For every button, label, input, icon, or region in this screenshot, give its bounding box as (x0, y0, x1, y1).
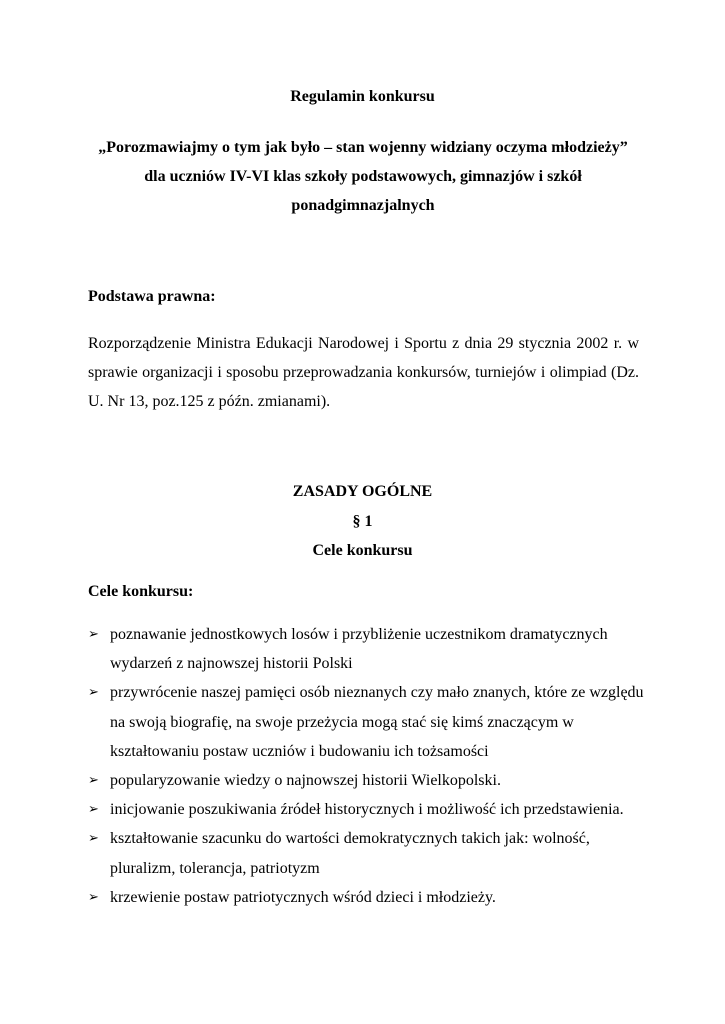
arrow-bullet-icon: ➢ (88, 685, 99, 701)
list-item-text: przywrócenie naszej pamięci osób nieznanych czy mało znanych, które ze względu na swoją biografię, na swoje przeżycia mogą stać się kimś znaczącym w kształtowaniu postaw uczniów i budowaniu ich tożsamości (110, 684, 644, 760)
list-item (88, 883, 648, 912)
goals-list (88, 620, 648, 912)
legal-basis-text: Rozporządzenie Ministra Edukacji Narodowej i Sportu z dnia 29 stycznia 2002 r. w sprawie organizacji i sposobu przeprowadzania konkursów, turniejów i olimpiad (Dz. U. Nr 13, poz.125 z późn. zmianami). (88, 335, 639, 410)
legal-basis-heading: Podstawa prawna: (88, 288, 216, 305)
list-item-text: popularyzowanie wiedzy o najnowszej historii Wielkopolski. (110, 772, 501, 790)
arrow-bullet-icon: ➢ (88, 831, 99, 847)
arrow-bullet-icon: ➢ (88, 627, 99, 642)
goals-heading: Cele konkursu: (88, 583, 194, 600)
paragraph-title: Cele konkursu (312, 542, 413, 559)
arrow-bullet-icon: ➢ (88, 802, 99, 818)
list-item (88, 824, 648, 882)
paragraph-number: § 1 (352, 513, 373, 530)
list-item-text: poznawanie jednostkowych losów i przybliżenie uczestnikom dramatycznych wydarzeń z najnowszej historii Polski (110, 626, 608, 673)
arrow-bullet-icon: ➢ (88, 889, 99, 905)
list-item (88, 766, 648, 795)
general-rules-heading: ZASADY OGÓLNE (292, 483, 433, 500)
list-item-text: krzewienie postaw patriotycznych wśród dzieci i młodzieży. (110, 888, 496, 906)
list-item (88, 795, 648, 824)
document-title: Regulamin konkursu (290, 88, 435, 105)
contest-subtitle: „Porozmawiajmy o tym jak było – stan wojenny widziany oczyma młodzieży” dla uczniów IV-VI klas szkoły podstawowych, gimnazjów i szkół ponadgimnazjalnych (98, 139, 628, 214)
arrow-bullet-icon: ➢ (88, 773, 99, 789)
list-item-text: inicjowanie poszukiwania źródeł historycznych i możliwość ich przedstawienia. (110, 801, 624, 819)
list-item (88, 678, 648, 766)
list-item-text: kształtowanie szacunku do wartości demokratycznych takich jak: wolność, pluralizm, tolerancja, patriotyzm (110, 830, 590, 877)
list-item (88, 620, 648, 678)
